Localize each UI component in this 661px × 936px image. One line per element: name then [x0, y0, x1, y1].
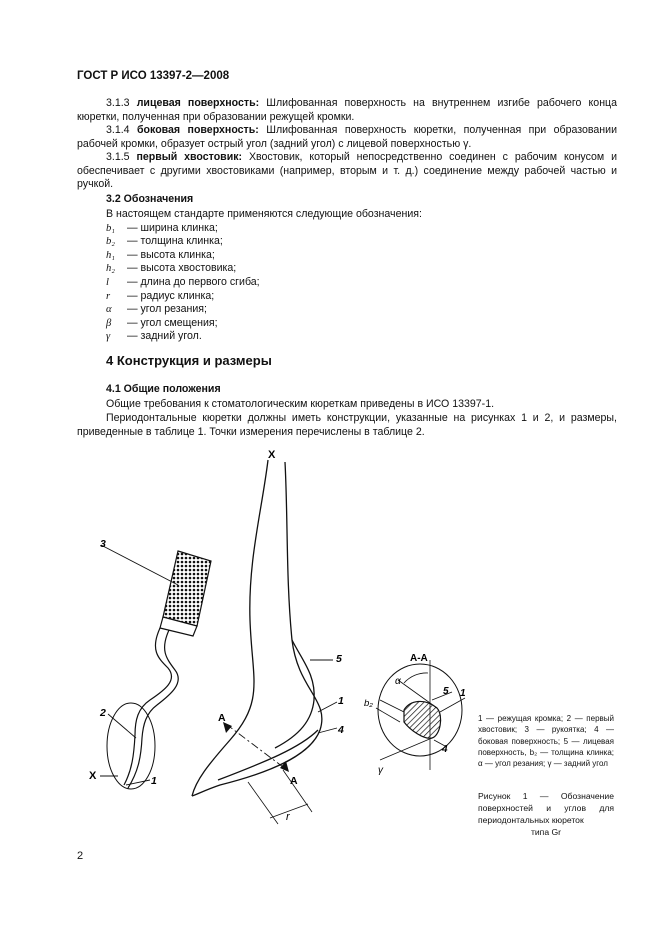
- symbol-key: α: [106, 304, 112, 316]
- section-4-1-p2: Периодонтальные кюретки должны иметь конструкции, указанные на рисунках 1 и 2, и размеры, приведенные в таблице 1. Точки измерения перечислены в таблице 2.: [77, 412, 617, 438]
- clause-text: Шлифованная поверхность кюретки, полученная при образовании рабочей кромки, образует острый угол (задний угол) с лицевой поверхностью γ.: [77, 124, 617, 150]
- label-a-upper: A: [218, 712, 226, 724]
- b2-ext2: [376, 708, 400, 722]
- leader-5-sec: [432, 692, 452, 700]
- label-section-aa: А-А: [410, 653, 428, 664]
- symbol-desc: — ширина клинка;: [126, 221, 218, 234]
- symbol-row: [106, 330, 422, 344]
- leader-1-main: [318, 702, 337, 712]
- side-surface-line: [218, 730, 318, 780]
- symbol-key: b₂: [106, 236, 115, 248]
- leader-1-sec: [440, 698, 465, 712]
- symbol-key: r: [106, 290, 111, 302]
- b2-ext1: [380, 700, 404, 712]
- clause-term: лицевая поверхность:: [136, 97, 260, 109]
- label-1-sec: 1: [460, 688, 466, 699]
- symbol-row: [106, 303, 422, 317]
- alpha-arc: [404, 673, 428, 683]
- section-3-2-heading: 3.2 Обозначения: [106, 193, 194, 205]
- symbol-desc: — высота хвостовика;: [126, 262, 237, 275]
- document-header: ГОСТ Р ИСО 13397-2—2008: [77, 70, 230, 82]
- symbol-row: [106, 290, 422, 304]
- clause-3-1-5: [77, 151, 617, 192]
- blade-outline-left: [192, 460, 268, 796]
- symbol-key: h₁: [106, 249, 115, 261]
- symbol-desc: — угол смещения;: [126, 316, 218, 329]
- symbol-row: [106, 262, 422, 276]
- symbols-intro: В настоящем стандарте применяются следующие обозначения:: [106, 208, 422, 220]
- label-alpha: α: [395, 676, 401, 687]
- symbol-key: γ: [106, 331, 111, 343]
- leader-3: [101, 545, 178, 585]
- label-a-lower: A: [290, 775, 298, 787]
- clause-number: 3.1.3: [106, 97, 130, 109]
- section-4-1-heading: 4.1 Общие положения: [106, 383, 221, 395]
- symbol-desc: — задний угол.: [126, 330, 202, 343]
- label-3: 3: [100, 538, 106, 550]
- clause-number: 3.1.5: [106, 151, 130, 163]
- gamma-line: [380, 738, 432, 760]
- blade-outline-right: [192, 462, 322, 796]
- section-4-1-p1: Общие требования к стоматологическим кюреткам приведены в ИСО 13397-1.: [106, 398, 495, 410]
- label-5-main: 5: [336, 653, 342, 665]
- symbol-row: [106, 235, 422, 249]
- label-1-main: 1: [338, 695, 344, 707]
- symbol-row: [106, 222, 422, 236]
- figure-caption-main: Рисунок 1 — Обозначение поверхностей и углов для периодонтальных кюреток: [478, 791, 614, 825]
- label-4-sec: 4: [442, 744, 448, 755]
- label-x-top: X: [268, 449, 276, 461]
- clause-text: Шлифованная поверхность на внутреннем изгибе рабочего конца кюретки, полученная при образовании режущей кромки.: [77, 97, 618, 123]
- symbol-row: [106, 249, 422, 263]
- label-gamma: γ: [378, 765, 383, 776]
- page-number: 2: [77, 850, 84, 862]
- label-x-left: X: [89, 770, 97, 782]
- figure-caption: [478, 790, 614, 838]
- main-blade-view: [192, 460, 337, 824]
- label-1-small: 1: [151, 775, 157, 787]
- symbol-desc: — радиус клинка;: [126, 289, 215, 302]
- clause-3-1-3: [77, 97, 617, 124]
- section-aa-view: [376, 660, 465, 770]
- symbol-key: β: [106, 317, 112, 329]
- clause-text: Хвостовик, который непосредственно соединен с рабочим конусом и обеспечивает с другими хвостовиками (например, вторым и т. д.) соединение между рабочей частью и ручкой.: [77, 151, 618, 191]
- symbol-desc: — длина до первого сгиба;: [126, 275, 260, 288]
- symbol-row: [106, 276, 422, 290]
- figure-legend: 1 — режущая кромка; 2 — первый хвостовик; 3 — рукоятка; 4 — боковая поверхность; 5 — лицевая поверхность, b₂ — толщина клинка; α — угол резания; γ — задний угол: [478, 714, 614, 769]
- small-curette-view: [100, 545, 211, 789]
- symbol-key: l: [106, 276, 109, 288]
- label-r: r: [286, 811, 290, 823]
- symbol-desc: — угол резания;: [126, 303, 207, 316]
- label-2: 2: [100, 707, 106, 719]
- figure-caption-last: типа Gr: [530, 827, 562, 837]
- leader-2: [108, 714, 136, 738]
- leader-1-small: [126, 780, 150, 785]
- clause-term: первый хвостовик:: [136, 151, 243, 163]
- dim-r-ext1: [248, 782, 278, 824]
- symbol-row: [106, 317, 422, 331]
- symbol-key: h₂: [106, 263, 115, 275]
- clause-number: 3.1.4: [106, 124, 130, 136]
- clause-term: боковая поверхность:: [137, 124, 259, 136]
- label-4-main: 4: [338, 724, 344, 736]
- handle-knurled: [163, 551, 211, 626]
- label-b2: b₂: [364, 698, 373, 709]
- symbol-desc: — толщина клинка;: [126, 235, 223, 248]
- symbol-key: b₁: [106, 222, 115, 234]
- symbol-desc: — высота клинка;: [126, 248, 215, 261]
- label-5-sec: 5: [443, 686, 449, 697]
- section-4-heading: 4 Конструкция и размеры: [106, 353, 272, 368]
- clause-3-1-4: [77, 124, 617, 151]
- symbols-list: [106, 208, 422, 344]
